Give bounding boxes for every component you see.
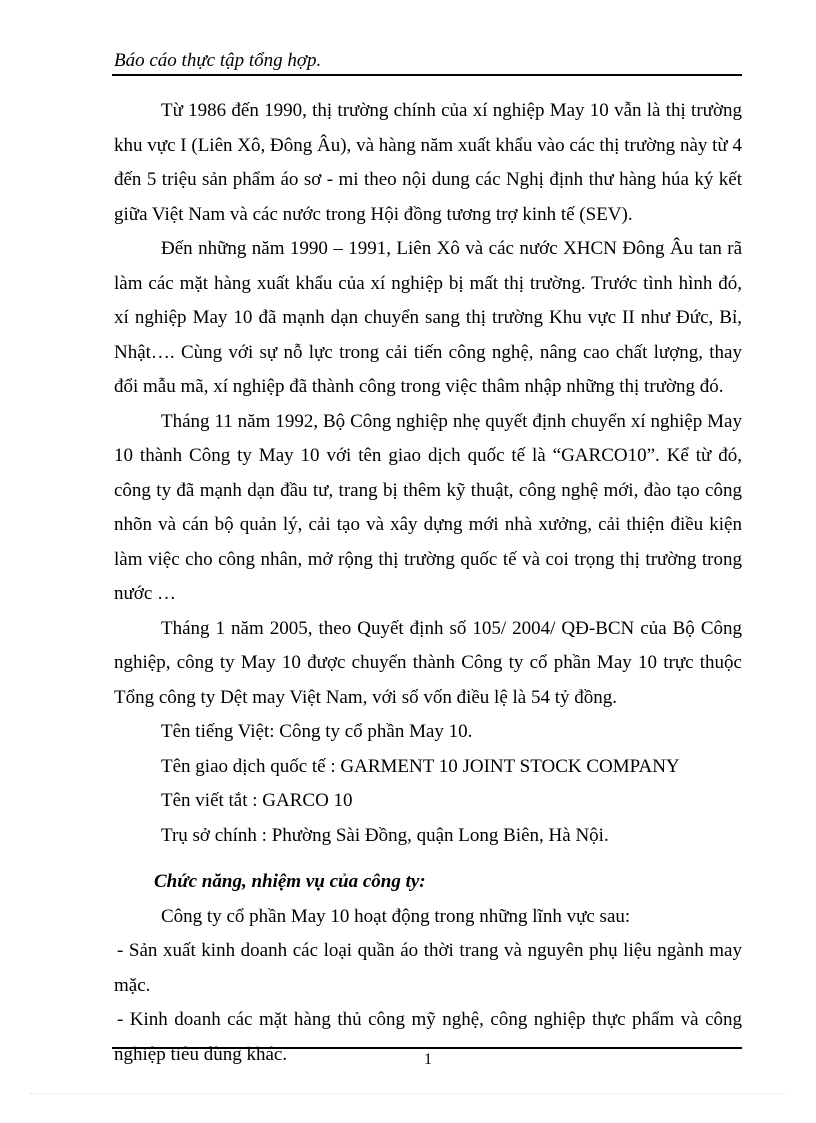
info-vietnamese-name: Tên tiếng Việt: Công ty cổ phần May 10. [161,721,473,742]
header-divider [112,74,742,76]
paragraph-market-1986: Từ 1986 đến 1990, thị trường chính của xí nghiệp May 10 vẫn là thị trường khu vực I (Liên Xô, Đông Âu), và hàng năm xuất khẩu vào các thị trường này từ 4 đến 5 triệu sản phẩm áo sơ - mi theo nội dung các Nghị định thư hàng húa ký kết giữa Việt Nam và các nước trong Hội đồng tương trợ kinh tế (SEV). [114,100,742,225]
bullet-handicraft-trade: - Kinh doanh các mặt hàng thủ công mỹ nghệ, công nghiệp thực phẩm và công nghiệp tiêu dùng khác. [114,1009,742,1065]
page-bottom-dotted-edge [30,1093,786,1094]
paragraph-garco10-1992: Tháng 11 năm 1992, Bộ Công nghiệp nhẹ quyết định chuyển xí nghiệp May 10 thành Công ty May 10 với tên giao dịch quốc tế là “GARCO10”. Kể từ đó, công ty đã mạnh dạn đầu tư, trang bị thêm kỹ thuật, công nghệ mới, đào tạo công nhõn và cán bộ quản lý, cải tạo và xây dựng mới nhà xưởng, cải thiện điều kiện làm việc cho công nhân, mở rộng thị trường quốc tế và coi trọng thị trường trong nước … [114,410,742,604]
paragraph-joint-stock-2005: Tháng 1 năm 2005, theo Quyết định số 105/ 2004/ QĐ-BCN của Bộ Công nghiệp, công ty May 10 được chuyển thành Công ty cổ phần May 10 trực thuộc Tổng công ty Dệt may Việt Nam, với số vốn điều lệ là 54 tỷ đồng. [114,617,742,708]
info-headquarters: Trụ sở chính : Phường Sài Đồng, quận Long Biên, Hà Nội. [161,824,609,846]
document-body [114,94,742,1072]
paragraph-market-1990: Đến những năm 1990 – 1991, Liên Xô và các nước XHCN Đông Âu tan rã làm các mặt hàng xuất khẩu của xí nghiệp bị mất thị trường. Trước tình hình đó, xí nghiệp May 10 đã mạnh dạn chuyển sang thị trường Khu vực II như Đức, Bỉ, Nhật…. Cùng với sự nỗ lực trong cải tiến công nghệ, nâng cao chất lượng, thay đổi mẫu mã, xí nghiệp đã thành công trong việc thâm nhập những thị trường đó. [114,238,742,397]
section-heading-functions: Chức năng, nhiệm vụ của công ty: [154,871,426,892]
footer-divider [112,1047,742,1049]
section-intro: Công ty cổ phần May 10 hoạt động trong những lĩnh vực sau: [161,905,631,927]
page-number: 1 [424,1051,432,1068]
info-trade-name: Tên giao dịch quốc tế : GARMENT 10 JOINT STOCK COMPANY [161,755,680,777]
info-abbreviation: Tên viết tắt : GARCO 10 [161,790,353,811]
page-header-title: Báo cáo thực tập tổng hợp. [114,50,322,71]
bullet-garment-production: - Sản xuất kinh doanh các loại quần áo thời trang và nguyên phụ liệu ngành may mặc. [114,940,742,996]
